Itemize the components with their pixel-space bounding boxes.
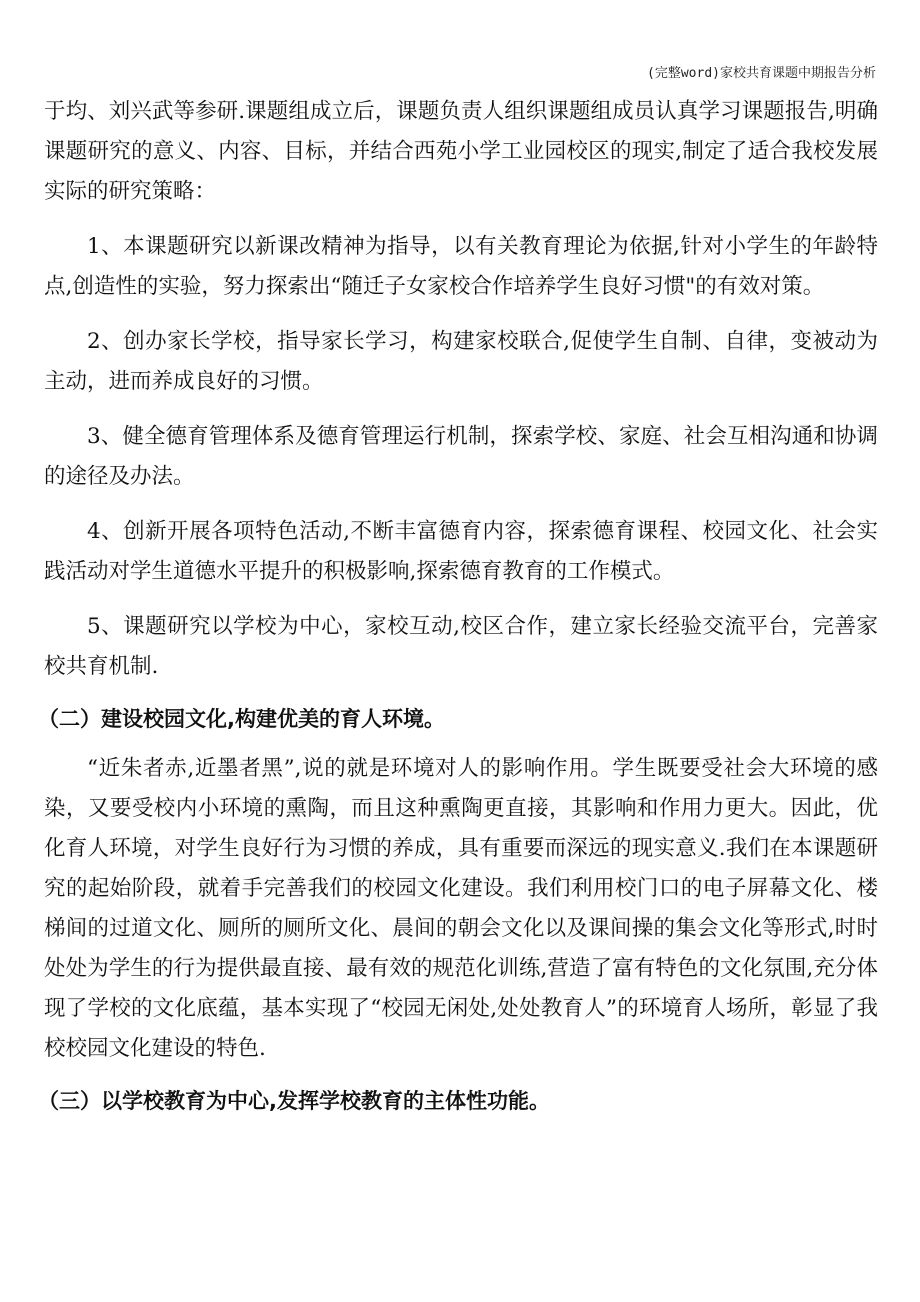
strategy-item-4: 4、创新开展各项特色活动,不断丰富德育内容，探索德育课程、校园文化、社会实践活动对学生道德水平提升的积极影响,探索德育教育的工作模式。 [44, 519, 878, 584]
strategy-item-2: 2、创办家长学校，指导家长学习，构建家校联合,促使学生自制、自律，变被动为主动，进而养成良好的习惯。 [44, 329, 878, 394]
intro-paragraph: 于均、刘兴武等参研.课题组成立后，课题负责人组织课题组成员认真学习课题报告,明确课题研究的意义、内容、目标，并结合西苑小学工业园校区的现实,制定了适合我校发展实际的研究策略： [44, 99, 878, 204]
strategy-item-5: 5、课题研究以学校为中心，家校互动,校区合作，建立家长经验交流平台，完善家校共育机制. [44, 614, 878, 679]
section-heading-2: （二）建设校园文化,构建优美的育人环境。 [38, 707, 445, 731]
page-header: (完整word)家校共育课题中期报告分析 [647, 66, 876, 81]
section-heading-3: （三）以学校教育为中心,发挥学校教育的主体性功能。 [38, 1089, 550, 1113]
document-body [38, 92, 878, 1131]
section-2-body: “近朱者赤,近墨者黑”,说的就是环境对人的影响作用。学生既要受社会大环境的感染，又要受校内小环境的熏陶，而且这种熏陶更直接，其影响和作用力更大。因此，优化育人环境，对学生良好行为习惯的养成，具有重要而深远的现实意义.我们在本课题研究的起始阶段，就着手完善我们的校园文化建设。我们利用校门口的电子屏幕文化、楼梯间的过道文化、厕所的厕所文化、晨间的朝会文化以及课间操的集会文化等形式,时时处处为学生的行为提供最直接、最有效的规范化训练,营造了富有特色的文化氛围,充分体现了学校的文化底蕴，基本实现了“校园无闲处,处处教育人”的环境育人场所，彰显了我校校园文化建设的特色. [44, 756, 878, 1061]
strategy-item-1: 1、本课题研究以新课改精神为指导，以有关教育理论为依据,针对小学生的年龄特点,创造性的实验，努力探索出“随迁子女家校合作培养学生良好习惯"的有效对策。 [44, 234, 878, 299]
strategy-item-3: 3、健全德育管理体系及德育管理运行机制，探索学校、家庭、社会互相沟通和协调的途径及办法。 [44, 424, 878, 489]
